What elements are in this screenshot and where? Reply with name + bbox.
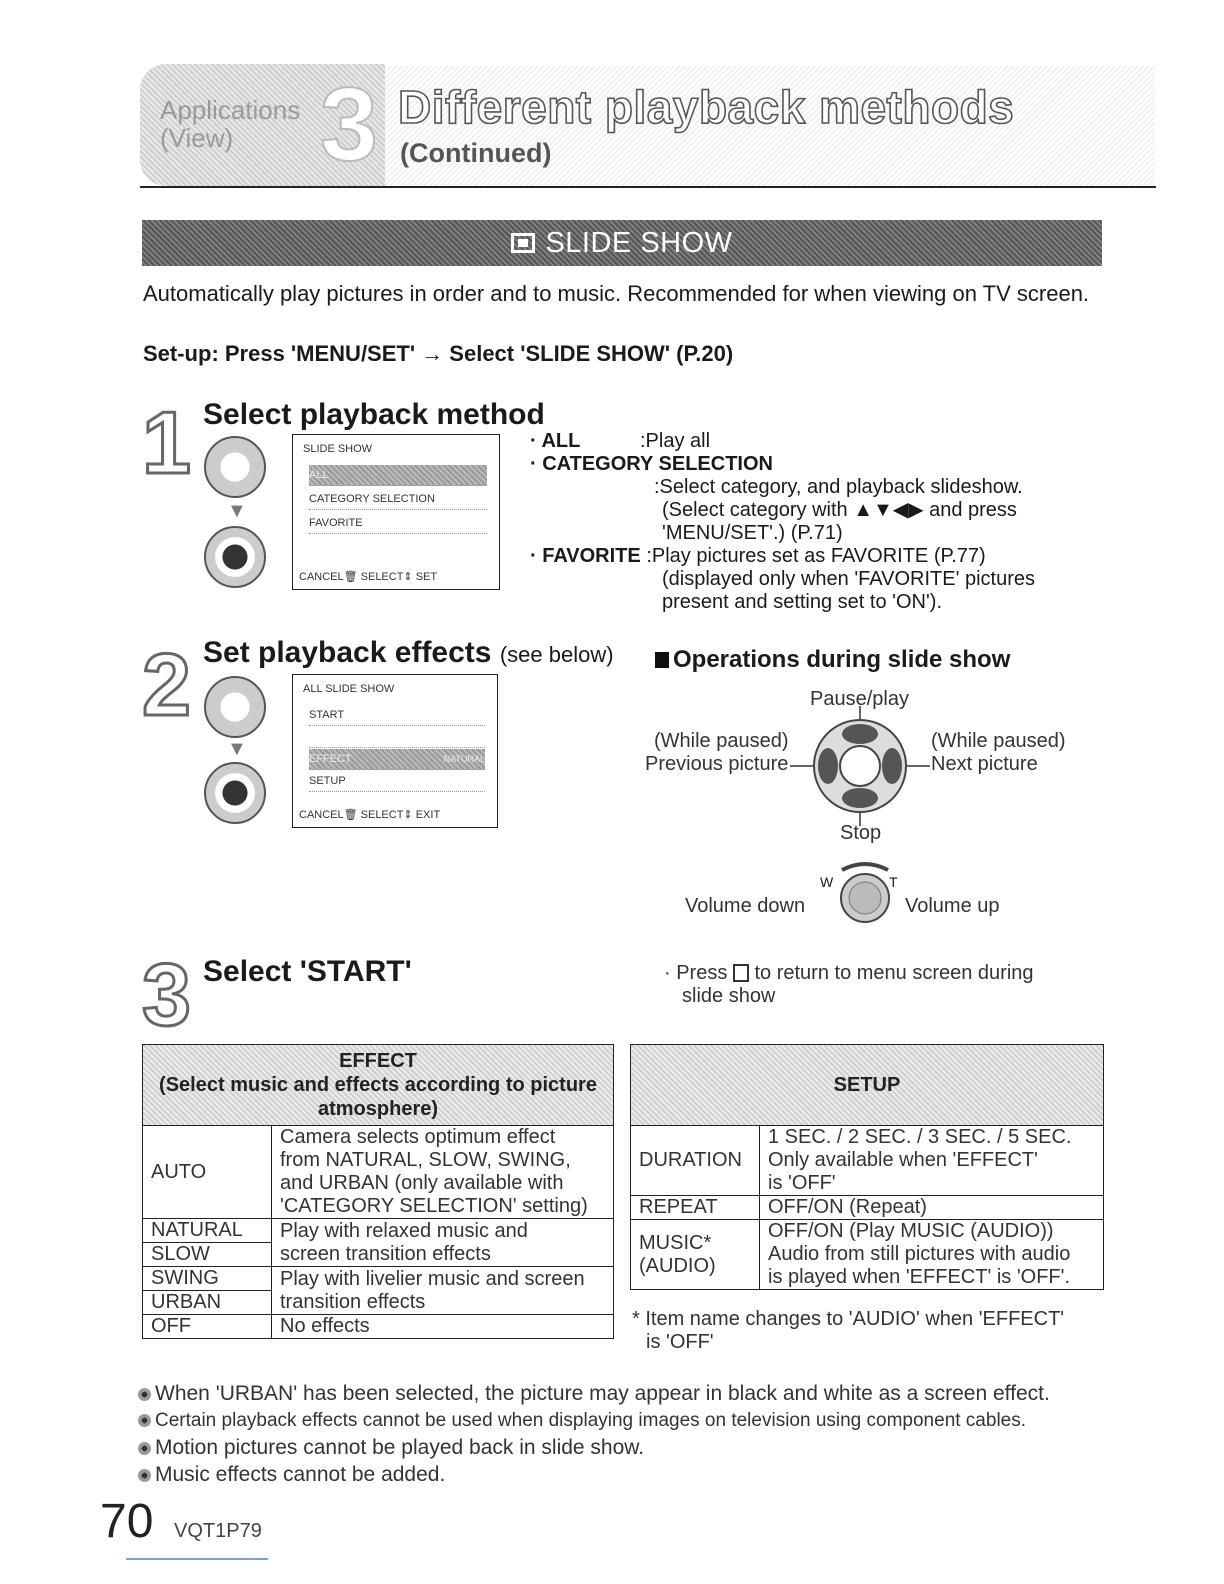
effect-table-header: EFFECT (Select music and effects according to picture atmosphere) (143, 1045, 614, 1126)
all-slide-show-screen (292, 674, 498, 828)
stop-label: Stop (840, 822, 882, 844)
effect-urban: URBAN (143, 1291, 272, 1315)
model-code: VQT1P79 (174, 1520, 262, 1542)
press-note (664, 962, 1104, 1008)
effect-auto: AUTO (143, 1126, 272, 1219)
page-title: Different playback methods (398, 81, 1015, 133)
notes-list (138, 1380, 1118, 1488)
arrow-down-icon: ▼ (227, 738, 247, 760)
cursor-pad-diagram (790, 706, 930, 826)
option-category-name: · CATEGORY SELECTION (530, 453, 773, 475)
option-category-desc-3: 'MENU/SET'.) (P.71) (662, 522, 843, 544)
setup-footnote: * Item name changes to 'AUDIO' when 'EFFECT' is 'OFF' (632, 1308, 1065, 1353)
option-category-desc-1: :Select category, and playback slideshow. (654, 476, 1023, 498)
menu-item-effect[interactable] (309, 749, 485, 770)
step-3-number: 3 (142, 945, 191, 1044)
section-label: Applications (View) (160, 95, 301, 153)
menu-item-category-selection[interactable]: CATEGORY SELECTION (309, 489, 487, 510)
arrow-down-icon: ▼ (227, 500, 247, 522)
t-label: T (889, 874, 898, 890)
setup-duration: DURATION (631, 1126, 760, 1196)
note-item: Motion pictures cannot be played back in slide show. (138, 1434, 1118, 1461)
effect-auto-desc: Camera selects optimum effect from NATURAL, SLOW, SWING, and URBAN (only available with 'CATEGORY SELECTION' setting) (272, 1126, 614, 1219)
note-item: When 'URBAN' has been selected, the picture may appear in black and white as a screen effect. (138, 1380, 1118, 1407)
effect-off: OFF (143, 1315, 272, 1339)
effect-off-desc: No effects (272, 1315, 614, 1339)
press-note-1: · Press (664, 962, 728, 984)
pause-play-label: Pause/play (810, 688, 909, 710)
menu-item-setup[interactable]: SETUP (309, 771, 485, 792)
step-1-number: 1 (142, 393, 191, 492)
prev-label-1: (While paused) (654, 730, 789, 752)
zoom-lever-icon (830, 856, 900, 926)
slide-show-banner (142, 220, 1102, 266)
effect-label: EFFECT (309, 753, 352, 765)
step-2-number: 2 (142, 635, 191, 734)
bullet-icon (138, 1469, 151, 1482)
page-subtitle: (Continued) (400, 138, 552, 168)
bullet-icon (138, 1442, 151, 1455)
prev-label-2: Previous picture (645, 753, 789, 775)
menu-item-blank (309, 727, 485, 748)
step-1-title: Select playback method (203, 398, 545, 431)
page-number: 70 (100, 1495, 154, 1548)
volume-down-label: Volume down (685, 895, 806, 917)
operations-title (655, 646, 1010, 674)
footer-rule (126, 1558, 268, 1560)
screen-title: SLIDE SHOW (303, 443, 373, 455)
slideshow-icon (511, 233, 535, 253)
screen-title: ALL SLIDE SHOW (303, 683, 395, 695)
effect-relaxed-desc: Play with relaxed music and screen transition effects (272, 1219, 614, 1267)
next-label-1: (While paused) (931, 730, 1066, 752)
bullet-icon (138, 1414, 151, 1427)
menu-item-all[interactable]: ALL (309, 465, 487, 486)
screen-footer: CANCEL🗑 SELECT⇕ SET (299, 571, 438, 583)
square-bullet-icon (655, 652, 669, 668)
screen-footer: CANCEL🗑 SELECT⇕ EXIT (299, 809, 441, 821)
dial-updown-icon (204, 436, 266, 498)
effect-swing: SWING (143, 1267, 272, 1291)
menu-set-button-icon (204, 762, 266, 824)
option-favorite-desc-2: (displayed only when 'FAVORITE' pictures (662, 568, 1035, 590)
menu-item-start[interactable]: START (309, 705, 485, 726)
operations-title-text: Operations during slide show (673, 646, 1011, 673)
intro-text: Automatically play pictures in order and to music. Recommended for when viewing on TV screen. (143, 281, 1090, 306)
volume-up-label: Volume up (905, 895, 1000, 917)
step-2-title-suffix: (see below) (499, 642, 614, 667)
w-label: W (820, 874, 834, 890)
step-3-title: Select 'START' (203, 955, 412, 988)
setup-repeat-desc: OFF/ON (Repeat) (760, 1196, 1104, 1220)
note-item: Certain playback effects cannot be used when displaying images on television using component cables. (138, 1407, 1118, 1434)
press-note-2: to return to menu screen during (754, 962, 1034, 984)
step-2-title-text: Set playback effects (203, 636, 492, 669)
setup-table-header: SETUP (631, 1045, 1104, 1126)
setup-table (630, 1044, 1104, 1290)
effect-table (142, 1044, 614, 1339)
effect-value: NATURAL (443, 754, 485, 764)
next-label-2: Next picture (931, 753, 1038, 775)
banner-label: SLIDE SHOW (545, 226, 733, 259)
menu-item-favorite[interactable]: FAVORITE (309, 513, 487, 534)
option-favorite-desc-3: present and setting set to 'ON'). (662, 591, 942, 613)
option-all-desc: :Play all (640, 430, 711, 452)
trash-icon (733, 964, 749, 982)
note-item: Music effects cannot be added. (138, 1461, 1118, 1488)
slide-show-menu-screen (292, 434, 500, 590)
effect-livelier-desc: Play with livelier music and screen transition effects (272, 1267, 614, 1315)
option-all-name: · ALL (530, 430, 581, 452)
effect-natural: NATURAL (143, 1219, 272, 1243)
setup-music-desc: OFF/ON (Play MUSIC (AUDIO)) Audio from still pictures with audio is played when 'EFFECT' is 'OFF'. (760, 1220, 1104, 1290)
setup-repeat: REPEAT (631, 1196, 760, 1220)
effect-slow: SLOW (143, 1243, 272, 1267)
option-category-desc-2: (Select category with ▲▼◀▶ and press (662, 499, 1017, 521)
press-note-3: slide show (682, 985, 776, 1007)
option-favorite-name: · FAVORITE (530, 545, 641, 567)
bullet-icon (138, 1388, 151, 1401)
section-number: 3 (320, 67, 378, 183)
option-favorite-desc-1: :Play pictures set as FAVORITE (P.77) (646, 545, 986, 567)
setup-instruction: Set-up: Press 'MENU/SET' → Select 'SLIDE SHOW' (P.20) (143, 341, 734, 366)
dial-updown-icon (204, 676, 266, 738)
menu-set-button-icon (204, 526, 266, 588)
setup-music: MUSIC* (AUDIO) (631, 1220, 760, 1290)
setup-duration-desc: 1 SEC. / 2 SEC. / 3 SEC. / 5 SEC. Only available when 'EFFECT' is 'OFF' (760, 1126, 1104, 1196)
step-1-options (530, 430, 1090, 614)
step-2-title (203, 636, 614, 670)
